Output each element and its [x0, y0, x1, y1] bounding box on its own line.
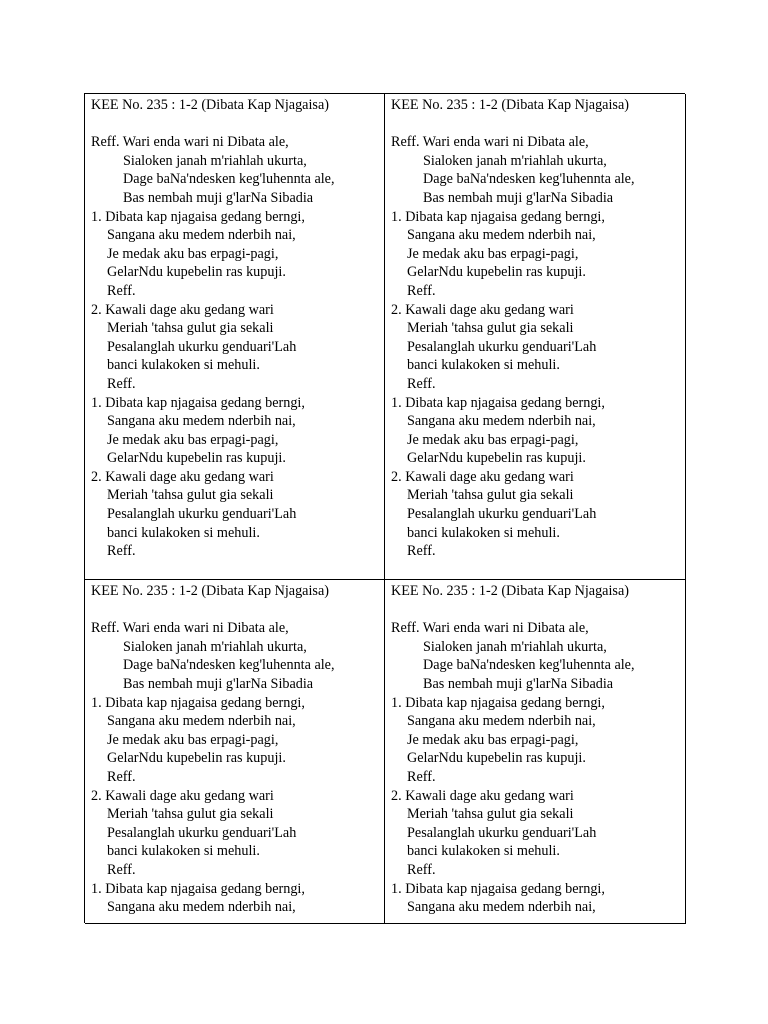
- verse-line: 1. Dibata kap njagaisa gedang berngi,: [391, 208, 605, 225]
- verse-line: Reff.: [407, 282, 436, 299]
- verse-line: Sangana aku medem nderbih nai,: [107, 899, 296, 916]
- verse-line: Pesalanglah ukurku genduari'Lah: [107, 824, 297, 841]
- verse-line: GelarNdu kupebelin ras kupuji.: [107, 750, 286, 767]
- verse-line: Sangana aku medem nderbih nai,: [407, 227, 596, 244]
- reff-line: Reff. Wari enda wari ni Dibata ale,: [391, 134, 589, 151]
- verse-line: banci kulakoken si mehuli.: [407, 524, 560, 541]
- verse-line: Je medak aku bas erpagi-pagi,: [407, 245, 579, 262]
- reff-line: Sialoken janah m'riahlah ukurta,: [123, 152, 307, 169]
- verse-line: Je medak aku bas erpagi-pagi,: [107, 245, 279, 262]
- reff-line: Reff. Wari enda wari ni Dibata ale,: [91, 620, 289, 637]
- verse-line: GelarNdu kupebelin ras kupuji.: [407, 450, 586, 467]
- reff-line: Reff. Wari enda wari ni Dibata ale,: [391, 620, 589, 637]
- reff-line: Sialoken janah m'riahlah ukurta,: [423, 638, 607, 655]
- verse-line: Je medak aku bas erpagi-pagi,: [107, 431, 279, 448]
- verse-line: banci kulakoken si mehuli.: [407, 357, 560, 374]
- verse-line: Je medak aku bas erpagi-pagi,: [407, 431, 579, 448]
- verse-line: Sangana aku medem nderbih nai,: [107, 713, 296, 730]
- verse-line: 1. Dibata kap njagaisa gedang berngi,: [391, 394, 605, 411]
- verse-line: Reff.: [107, 861, 136, 878]
- reff-line: Dage baNa'ndesken keg'luhennta ale,: [123, 657, 335, 674]
- verse-line: 1. Dibata kap njagaisa gedang berngi,: [391, 880, 605, 897]
- card-title: KEE No. 235 : 1-2 (Dibata Kap Njagaisa): [391, 97, 629, 113]
- card-title: KEE No. 235 : 1-2 (Dibata Kap Njagaisa): [91, 583, 329, 599]
- verse-line: Pesalanglah ukurku genduari'Lah: [407, 338, 597, 355]
- verse-line: 2. Kawali dage aku gedang wari: [391, 468, 574, 485]
- reff-line: Bas nembah muji g'larNa Sibadia: [423, 189, 614, 206]
- verse-line: Sangana aku medem nderbih nai,: [107, 227, 296, 244]
- verse-line: GelarNdu kupebelin ras kupuji.: [407, 264, 586, 281]
- verse-line: Reff.: [107, 543, 136, 560]
- verse-line: Reff.: [107, 768, 136, 785]
- verse-line: Reff.: [407, 543, 436, 560]
- verse-line: Meriah 'tahsa gulut gia sekali: [407, 806, 574, 823]
- verse-line: GelarNdu kupebelin ras kupuji.: [407, 750, 586, 767]
- verse-line: banci kulakoken si mehuli.: [407, 843, 560, 860]
- verse-line: Meriah 'tahsa gulut gia sekali: [107, 806, 274, 823]
- lyrics-card-top-left: [85, 94, 385, 580]
- verse-line: 2. Kawali dage aku gedang wari: [391, 301, 574, 318]
- reff-line: Dage baNa'ndesken keg'luhennta ale,: [123, 171, 335, 188]
- verse-line: Reff.: [407, 768, 436, 785]
- lyrics-card-top-right: [385, 94, 686, 580]
- verse-line: Meriah 'tahsa gulut gia sekali: [407, 487, 574, 504]
- verse-line: 1. Dibata kap njagaisa gedang berngi,: [91, 694, 305, 711]
- reff-line: Bas nembah muji g'larNa Sibadia: [123, 675, 314, 692]
- verse-line: 2. Kawali dage aku gedang wari: [91, 787, 274, 804]
- reff-line: Dage baNa'ndesken keg'luhennta ale,: [423, 171, 635, 188]
- lyrics-card-bottom-right: [385, 580, 686, 924]
- reff-line: Reff. Wari enda wari ni Dibata ale,: [91, 134, 289, 151]
- lyrics-card-bottom-left: [85, 580, 385, 924]
- verse-line: GelarNdu kupebelin ras kupuji.: [107, 264, 286, 281]
- verse-line: 1. Dibata kap njagaisa gedang berngi,: [91, 208, 305, 225]
- verse-line: GelarNdu kupebelin ras kupuji.: [107, 450, 286, 467]
- verse-line: Pesalanglah ukurku genduari'Lah: [407, 824, 597, 841]
- verse-line: banci kulakoken si mehuli.: [107, 524, 260, 541]
- verse-line: Pesalanglah ukurku genduari'Lah: [407, 506, 597, 523]
- verse-line: Pesalanglah ukurku genduari'Lah: [107, 338, 297, 355]
- reff-line: Dage baNa'ndesken keg'luhennta ale,: [423, 657, 635, 674]
- reff-line: Bas nembah muji g'larNa Sibadia: [123, 189, 314, 206]
- verse-line: Reff.: [107, 282, 136, 299]
- verse-line: 1. Dibata kap njagaisa gedang berngi,: [391, 694, 605, 711]
- verse-line: 2. Kawali dage aku gedang wari: [391, 787, 574, 804]
- reff-line: Bas nembah muji g'larNa Sibadia: [423, 675, 614, 692]
- reff-line: Sialoken janah m'riahlah ukurta,: [123, 638, 307, 655]
- reff-line: Sialoken janah m'riahlah ukurta,: [423, 152, 607, 169]
- verse-line: Sangana aku medem nderbih nai,: [407, 713, 596, 730]
- lyrics-grid: [84, 93, 685, 923]
- verse-line: Reff.: [407, 375, 436, 392]
- verse-line: Je medak aku bas erpagi-pagi,: [407, 731, 579, 748]
- verse-line: Sangana aku medem nderbih nai,: [107, 413, 296, 430]
- verse-line: Meriah 'tahsa gulut gia sekali: [407, 320, 574, 337]
- verse-line: Meriah 'tahsa gulut gia sekali: [107, 320, 274, 337]
- verse-line: Reff.: [407, 861, 436, 878]
- verse-line: Je medak aku bas erpagi-pagi,: [107, 731, 279, 748]
- verse-line: Pesalanglah ukurku genduari'Lah: [107, 506, 297, 523]
- verse-line: banci kulakoken si mehuli.: [107, 357, 260, 374]
- verse-line: 1. Dibata kap njagaisa gedang berngi,: [91, 880, 305, 897]
- card-title: KEE No. 235 : 1-2 (Dibata Kap Njagaisa): [91, 97, 329, 113]
- verse-line: Sangana aku medem nderbih nai,: [407, 899, 596, 916]
- verse-line: 2. Kawali dage aku gedang wari: [91, 301, 274, 318]
- verse-line: Sangana aku medem nderbih nai,: [407, 413, 596, 430]
- verse-line: 2. Kawali dage aku gedang wari: [91, 468, 274, 485]
- verse-line: Reff.: [107, 375, 136, 392]
- verse-line: 1. Dibata kap njagaisa gedang berngi,: [91, 394, 305, 411]
- verse-line: banci kulakoken si mehuli.: [107, 843, 260, 860]
- verse-line: Meriah 'tahsa gulut gia sekali: [107, 487, 274, 504]
- card-title: KEE No. 235 : 1-2 (Dibata Kap Njagaisa): [391, 583, 629, 599]
